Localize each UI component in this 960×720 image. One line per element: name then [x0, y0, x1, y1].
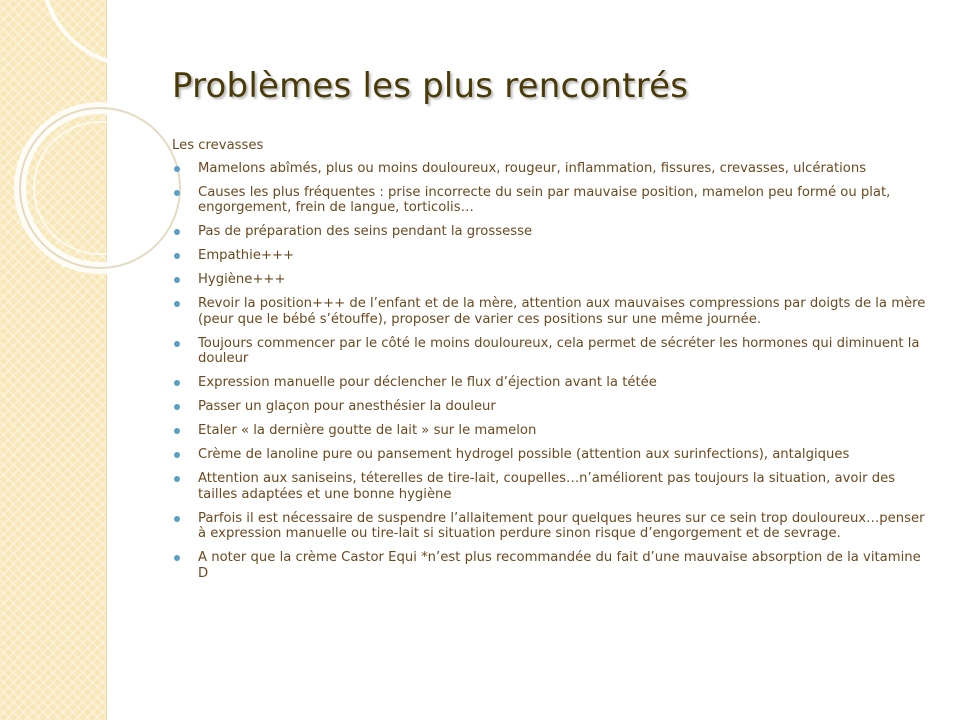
- bullet-item: [172, 185, 934, 216]
- bullet-text: Attention aux saniseins, téterelles de tire-lait, coupelles…n’améliorent pas toujours la situation, avoir des tailles adaptées et une bonne hygiène: [198, 471, 896, 502]
- bullet-item: [172, 447, 934, 463]
- bullet-item: [172, 511, 934, 542]
- bullet-text: Pas de préparation des seins pendant la grossesse: [198, 224, 533, 239]
- bullet-item: [172, 336, 934, 367]
- bullet-dot-icon: [174, 190, 180, 196]
- bullet-dot-icon: [174, 404, 180, 410]
- bullet-dot-icon: [174, 555, 180, 561]
- bullet-text: A noter que la crème Castor Equi *n’est plus recommandée du fait d’une mauvaise absorption de la vitamine D: [198, 550, 921, 581]
- bullet-text: Empathie+++: [198, 248, 295, 263]
- bullet-dot-icon: [174, 452, 180, 458]
- bullet-text: Hygiène+++: [198, 272, 286, 287]
- bullet-item: [172, 471, 934, 502]
- bullet-item: [172, 296, 934, 327]
- bullet-dot-icon: [174, 341, 180, 347]
- bullet-item: [172, 399, 934, 415]
- subheading: Les crevasses: [172, 138, 264, 153]
- bullet-dot-icon: [174, 380, 180, 386]
- bullet-text: Parfois il est nécessaire de suspendre l’allaitement pour quelques heures sur ce sein trop douloureux…penser à expression manuelle ou tire-lait si situation perdure sinon risque d’engorgement et de sevrage.: [198, 510, 925, 541]
- bullet-dot-icon: [174, 301, 180, 307]
- slide-content: [172, 138, 934, 590]
- bullet-text: Expression manuelle pour déclencher le flux d’éjection avant la tétée: [198, 375, 657, 390]
- bullet-item: [172, 550, 934, 581]
- slide-title: Problèmes les plus rencontrés: [172, 66, 689, 106]
- bullet-dot-icon: [174, 229, 180, 235]
- bullet-text: Crème de lanoline pure ou pansement hydrogel possible (attention aux surinfections), antalgiques: [198, 447, 850, 462]
- bullet-list: [172, 161, 934, 582]
- bullet-item: [172, 272, 934, 288]
- bullet-text: Toujours commencer par le côté le moins douloureux, cela permet de sécréter les hormones qui diminuent la douleur: [198, 335, 920, 366]
- bullet-dot-icon: [174, 277, 180, 283]
- bullet-item: [172, 224, 934, 240]
- bullet-dot-icon: [174, 476, 180, 482]
- bullet-dot-icon: [174, 166, 180, 172]
- bullet-item: [172, 375, 934, 391]
- bullet-item: [172, 248, 934, 264]
- bullet-text: Causes les plus fréquentes : prise incorrecte du sein par mauvaise position, mamelon peu formé ou plat, engorgement, frein de langue, torticolis…: [198, 184, 891, 215]
- bullet-text: Mamelons abîmés, plus ou moins douloureux, rougeur, inflammation, fissures, crevasses, ulcérations: [198, 160, 867, 176]
- bullet-dot-icon: [174, 253, 180, 259]
- bullet-text: Revoir la position+++ de l’enfant et de la mère, attention aux mauvaises compressions par doigts de la mère (peur que le bébé s’étouffe), proposer de varier ces positions sur une même journée.: [198, 296, 926, 327]
- bullet-dot-icon: [174, 428, 180, 434]
- bullet-text: Passer un glaçon pour anesthésier la douleur: [198, 399, 496, 414]
- bullet-item: [172, 161, 934, 177]
- bullet-text: Etaler « la dernière goutte de lait » sur le mamelon: [198, 423, 537, 438]
- bullet-item: [172, 423, 934, 439]
- bullet-dot-icon: [174, 516, 180, 522]
